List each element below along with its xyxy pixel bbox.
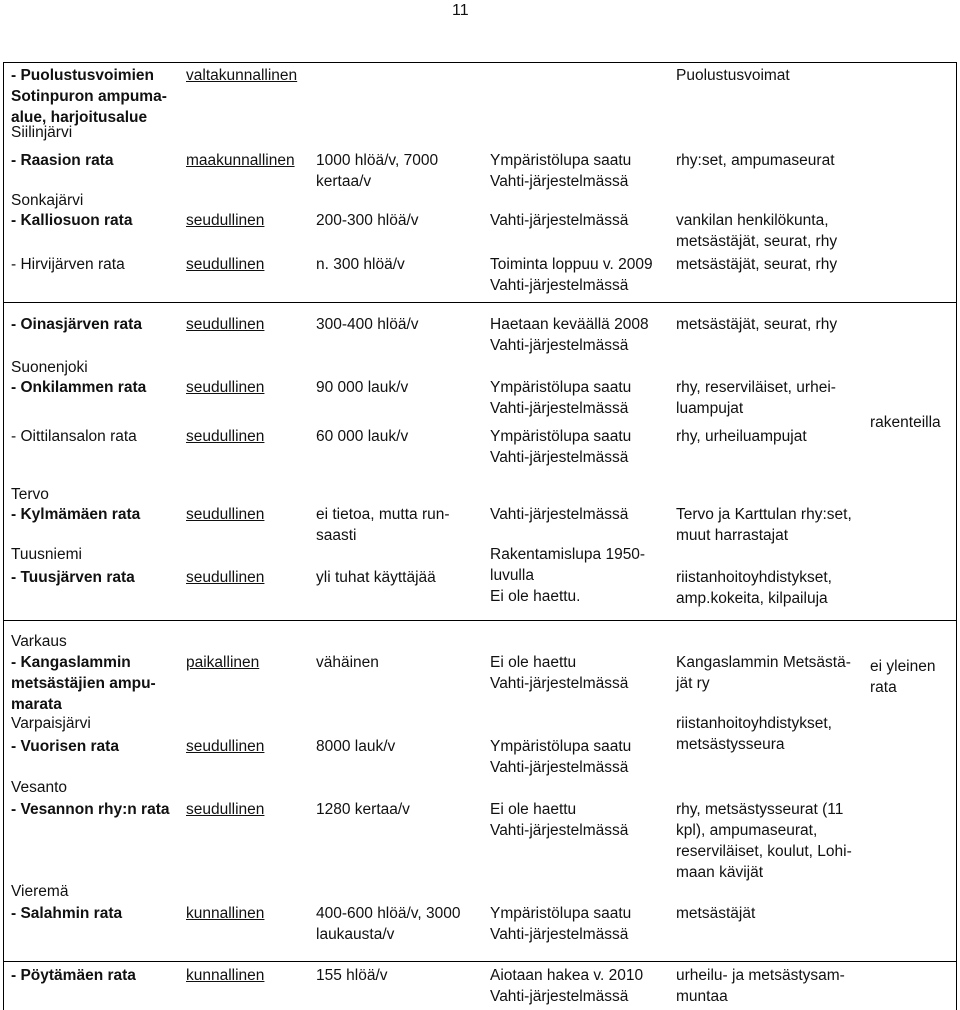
users-cell: metsästäjät, seurat, rhy xyxy=(676,256,838,273)
users-cell: amp.kokeita, kilpailuja xyxy=(676,590,828,607)
users-cell: vankilan henkilökunta, xyxy=(676,212,829,229)
volume-cell: 300-400 hlöä/v xyxy=(316,316,419,333)
users-cell: riistanhoitoyhdistykset, xyxy=(676,715,832,732)
location-cell: - Salahmin rata xyxy=(11,905,123,922)
users-cell: rhy, reserviläiset, urhei- xyxy=(676,379,836,396)
volume-cell: laukausta/v xyxy=(316,926,395,943)
users-cell: rhy:set, ampumaseurat xyxy=(676,152,835,169)
volume-cell: 1280 kertaa/v xyxy=(316,801,410,818)
level-cell: kunnallinen xyxy=(186,967,265,984)
volume-cell: 1000 hlöä/v, 7000 xyxy=(316,152,439,169)
volume-cell: ei tietoa, mutta run- xyxy=(316,506,450,523)
note-cell: rakenteilla xyxy=(870,414,941,431)
volume-cell: kertaa/v xyxy=(316,173,372,190)
location-cell: - Kangaslammin xyxy=(11,654,131,671)
level-cell: seudullinen xyxy=(186,428,265,445)
permit-cell: Ympäristölupa saatu xyxy=(490,379,632,396)
users-cell: urheilu- ja metsästysam- xyxy=(676,967,845,984)
level-cell: seudullinen xyxy=(186,316,265,333)
users-cell: metsästäjät xyxy=(676,905,756,922)
permit-cell: Vahti-järjestelmässä xyxy=(490,675,629,692)
location-cell: - Vesannon rhy:n rata xyxy=(11,801,170,818)
location-cell: - Pöytämäen rata xyxy=(11,967,136,984)
location-cell: Sotinpuron ampuma- xyxy=(11,88,167,105)
permit-cell: Haetaan keväällä 2008 xyxy=(490,316,649,333)
permit-cell: Ympäristölupa saatu xyxy=(490,428,632,445)
volume-cell: 60 000 lauk/v xyxy=(316,428,409,445)
location-cell: Varpaisjärvi xyxy=(11,715,91,732)
page-number: 11 xyxy=(452,2,469,19)
permit-cell: Ympäristölupa saatu xyxy=(490,152,632,169)
level-cell: valtakunnallinen xyxy=(186,67,298,84)
location-cell: - Puolustusvoimien xyxy=(11,67,154,84)
users-cell: metsästäjät, seurat, rhy xyxy=(676,316,838,333)
level-cell: seudullinen xyxy=(186,379,265,396)
users-cell: Kangaslammin Metsästä- xyxy=(676,654,851,671)
volume-cell: 8000 lauk/v xyxy=(316,738,396,755)
permit-cell: luvulla xyxy=(490,567,534,584)
location-cell: marata xyxy=(11,696,62,713)
permit-cell: Vahti-järjestelmässä xyxy=(490,988,629,1005)
volume-cell: saasti xyxy=(316,527,357,544)
permit-cell: Vahti-järjestelmässä xyxy=(490,506,629,523)
location-cell: metsästäjien ampu- xyxy=(11,675,156,692)
location-cell: Vesanto xyxy=(11,779,68,796)
location-cell: - Onkilammen rata xyxy=(11,379,147,396)
permit-cell: Aiotaan hakea v. 2010 xyxy=(490,967,644,984)
location-cell: Sonkajärvi xyxy=(11,192,84,209)
location-cell: Tuusniemi xyxy=(11,546,82,563)
location-cell: Tervo xyxy=(11,486,49,503)
level-cell: seudullinen xyxy=(186,506,265,523)
location-cell: Siilinjärvi xyxy=(11,124,73,141)
location-cell: - Oittilansalon rata xyxy=(11,428,137,445)
location-cell: Suonenjoki xyxy=(11,359,88,376)
volume-cell: 200-300 hlöä/v xyxy=(316,212,419,229)
volume-cell: 90 000 lauk/v xyxy=(316,379,409,396)
permit-cell: Ympäristölupa saatu xyxy=(490,738,632,755)
users-cell: metsästäjät, seurat, rhy xyxy=(676,233,838,250)
users-cell: jät ry xyxy=(676,675,710,692)
level-cell: seudullinen xyxy=(186,256,265,273)
location-cell: - Vuorisen rata xyxy=(11,738,119,755)
users-cell: Puolustusvoimat xyxy=(676,67,790,84)
users-cell: luampujat xyxy=(676,400,744,417)
permit-cell: Vahti-järjestelmässä xyxy=(490,173,629,190)
section-divider xyxy=(3,302,956,303)
users-cell: reserviläiset, koulut, Lohi- xyxy=(676,843,852,860)
users-cell: kpl), ampumaseurat, xyxy=(676,822,818,839)
permit-cell: Ei ole haettu. xyxy=(490,588,581,605)
level-cell: paikallinen xyxy=(186,654,260,671)
location-cell: - Hirvijärven rata xyxy=(11,256,125,273)
level-cell: seudullinen xyxy=(186,212,265,229)
level-cell: maakunnallinen xyxy=(186,152,295,169)
users-cell: metsästysseura xyxy=(676,736,785,753)
permit-cell: Vahti-järjestelmässä xyxy=(490,759,629,776)
volume-cell: vähäinen xyxy=(316,654,379,671)
location-cell: Vieremä xyxy=(11,883,69,900)
permit-cell: Toiminta loppuu v. 2009 xyxy=(490,256,653,273)
location-cell: - Raasion rata xyxy=(11,152,114,169)
location-cell: - Kylmämäen rata xyxy=(11,506,141,523)
level-cell: seudullinen xyxy=(186,801,265,818)
section-divider xyxy=(3,961,956,962)
users-cell: Tervo ja Karttulan rhy:set, xyxy=(676,506,852,523)
level-cell: seudullinen xyxy=(186,738,265,755)
permit-cell: Vahti-järjestelmässä xyxy=(490,822,629,839)
volume-cell: 155 hlöä/v xyxy=(316,967,388,984)
permit-cell: Vahti-järjestelmässä xyxy=(490,277,629,294)
permit-cell: Vahti-järjestelmässä xyxy=(490,926,629,943)
permit-cell: Vahti-järjestelmässä xyxy=(490,212,629,229)
users-cell: rhy, urheiluampujat xyxy=(676,428,807,445)
location-cell: - Oinasjärven rata xyxy=(11,316,142,333)
note-cell: rata xyxy=(870,679,897,696)
permit-cell: Ei ole haettu xyxy=(490,654,577,671)
users-cell: muut harrastajat xyxy=(676,527,788,544)
location-cell: - Tuusjärven rata xyxy=(11,569,135,586)
users-cell: maan kävijät xyxy=(676,864,764,881)
permit-cell: Vahti-järjestelmässä xyxy=(490,337,629,354)
permit-cell: Vahti-järjestelmässä xyxy=(490,449,629,466)
location-cell: - Kalliosuon rata xyxy=(11,212,133,229)
location-cell: Varkaus xyxy=(11,633,67,650)
users-cell: riistanhoitoyhdistykset, xyxy=(676,569,832,586)
volume-cell: 400-600 hlöä/v, 3000 xyxy=(316,905,461,922)
volume-cell: n. 300 hlöä/v xyxy=(316,256,405,273)
level-cell: kunnallinen xyxy=(186,905,265,922)
level-cell: seudullinen xyxy=(186,569,265,586)
permit-cell: Rakentamislupa 1950- xyxy=(490,546,646,563)
section-divider xyxy=(3,620,956,621)
permit-cell: Vahti-järjestelmässä xyxy=(490,400,629,417)
location-cell: alue, harjoitusalue xyxy=(11,109,148,126)
note-cell: ei yleinen xyxy=(870,658,936,675)
users-cell: rhy, metsästysseurat (11 xyxy=(676,801,844,818)
users-cell: muntaa xyxy=(676,988,728,1005)
permit-cell: Ei ole haettu xyxy=(490,801,577,818)
permit-cell: Ympäristölupa saatu xyxy=(490,905,632,922)
volume-cell: yli tuhat käyttäjää xyxy=(316,569,436,586)
